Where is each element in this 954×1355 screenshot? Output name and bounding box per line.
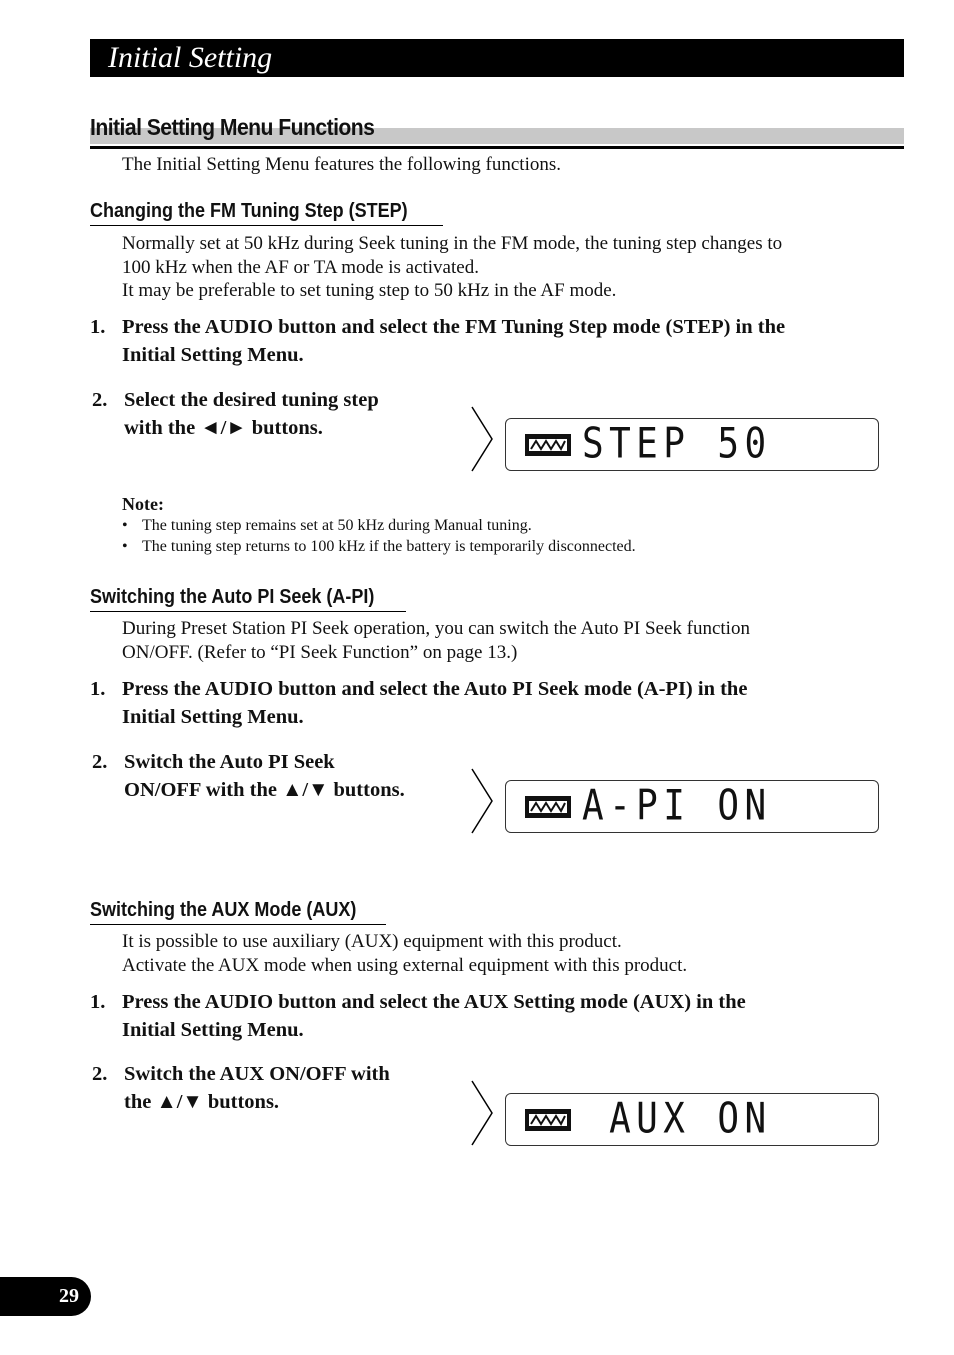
step-text-line: Initial Setting Menu. (122, 1019, 304, 1041)
step-text-line: with the ◄/► buttons. (124, 417, 323, 439)
step-instruction-2 (92, 386, 452, 446)
chevron-pointer-icon (470, 406, 496, 472)
step-para-2: 100 kHz when the AF or TA mode is activated. (122, 257, 479, 278)
step-text-line: Switch the Auto PI Seek (124, 751, 335, 773)
aux-para-1: It is possible to use auxiliary (AUX) equipment with this product. (122, 931, 622, 952)
lcd-display-api (505, 780, 879, 833)
step-text-line: the ▲/▼ buttons. (124, 1091, 280, 1113)
step-number: 2. (92, 1063, 108, 1085)
api-para-2: ON/OFF. (Refer to “PI Seek Function” on page 13.) (122, 642, 518, 663)
step-number: 2. (92, 389, 108, 411)
page-title: Initial Setting (108, 41, 273, 74)
step-text-line: Press the AUDIO button and select the Auto PI Seek mode (A-PI) in the (122, 678, 748, 700)
step-text-line: Switch the AUX ON/OFF with (124, 1063, 390, 1085)
note-text: The tuning step remains set at 50 kHz during Manual tuning. (142, 517, 532, 534)
bullet-dot: • (122, 538, 128, 555)
step-para-1: Normally set at 50 kHz during Seek tuning in the FM mode, the tuning step changes to (122, 233, 783, 254)
note-text: The tuning step returns to 100 kHz if the battery is temporarily disconnected. (142, 538, 636, 555)
step-para-3: It may be preferable to set tuning step to 50 kHz in the AF mode. (122, 280, 617, 301)
api-heading: Switching the Auto PI Seek (A-PI) (90, 583, 406, 612)
step-number: 1. (90, 678, 106, 700)
aux-instruction-1 (90, 988, 890, 1048)
chevron-pointer-icon (470, 768, 496, 834)
lcd-display-step (505, 418, 879, 471)
api-instruction-1 (90, 675, 890, 735)
lcd-mode-icon (524, 433, 572, 457)
note-title: Note: (122, 494, 164, 514)
step-text-line: Press the AUDIO button and select the AUX Setting mode (AUX) in the (122, 991, 746, 1013)
section-heading-text: Initial Setting Menu Functions (90, 114, 375, 140)
aux-heading: Switching the AUX Mode (AUX) (90, 896, 386, 925)
step-number: 1. (90, 316, 106, 338)
step-heading: Changing the FM Tuning Step (STEP) (90, 197, 443, 226)
aux-instruction-2 (92, 1060, 452, 1120)
api-para-1: During Preset Station PI Seek operation, you can switch the Auto PI Seek function (122, 618, 750, 639)
step-number: 2. (92, 751, 108, 773)
lcd-text: STEP 50 (582, 419, 772, 469)
step-text-line: Select the desired tuning step (124, 389, 379, 411)
lcd-mode-icon (524, 795, 572, 819)
step-text-line: Initial Setting Menu. (122, 344, 304, 366)
lcd-display-aux (505, 1093, 879, 1146)
page-number-tab (0, 1277, 91, 1316)
bullet-dot: • (122, 517, 128, 534)
header-bar (90, 39, 904, 77)
step-text-line: Press the AUDIO button and select the FM Tuning Step mode (STEP) in the (122, 316, 786, 338)
aux-para-2: Activate the AUX mode when using external equipment with this product. (122, 955, 688, 976)
lcd-text: AUX ON (582, 1094, 772, 1144)
lcd-mode-icon (524, 1108, 572, 1132)
lcd-text: A-PI ON (582, 781, 772, 831)
step-number: 1. (90, 991, 106, 1013)
step-text-line: ON/OFF with the ▲/▼ buttons. (124, 779, 405, 801)
api-instruction-2 (92, 748, 462, 808)
section-heading (90, 112, 904, 149)
step-instruction-1 (90, 313, 890, 373)
section-intro: The Initial Setting Menu features the following functions. (122, 154, 562, 175)
step-text-line: Initial Setting Menu. (122, 706, 304, 728)
chevron-pointer-icon (470, 1080, 496, 1146)
page-number: 29 (59, 1285, 79, 1307)
